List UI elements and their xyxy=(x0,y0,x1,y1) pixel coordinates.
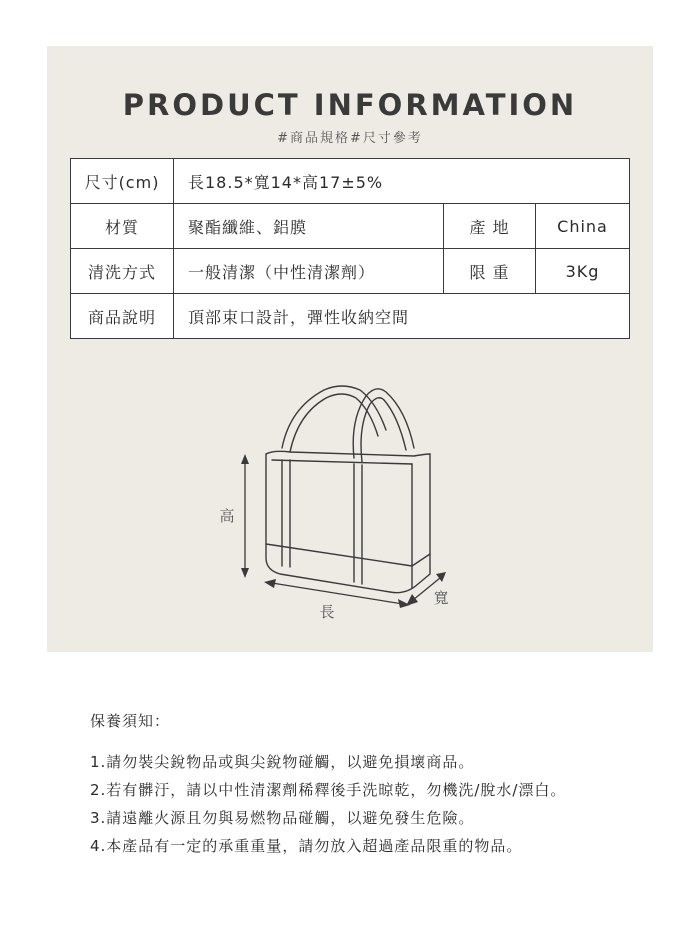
care-item: 3.請遠離火源且勿與易燃物品碰觸，以避免發生危險。 xyxy=(90,809,475,827)
desc-label: 商品說明 xyxy=(71,294,174,339)
width-arrow-head-left xyxy=(406,594,418,606)
bag-dimension-diagram xyxy=(200,370,470,630)
origin-label: 產 地 xyxy=(444,204,536,249)
bag-top-seam xyxy=(272,460,412,464)
load-value: 3Kg xyxy=(536,249,630,294)
care-item: 1.請勿裝尖銳物品或與尖銳物碰觸，以避免損壞商品。 xyxy=(90,753,475,771)
spec-row-size xyxy=(71,159,630,204)
spec-row-wash xyxy=(71,249,630,294)
height-arrow-head-bottom xyxy=(241,568,249,578)
tote-bag-illustration xyxy=(266,386,430,593)
care-instructions xyxy=(90,710,566,860)
length-label: 長 xyxy=(319,603,335,621)
height-arrow-head-top xyxy=(241,454,249,464)
page-subtitle: #商品規格#尺寸參考 xyxy=(277,131,423,146)
length-arrow-head-left xyxy=(264,579,276,588)
spec-row-desc xyxy=(71,294,630,339)
material-value: 聚酯纖維、鋁膜 xyxy=(174,204,444,249)
care-title: 保養須知： xyxy=(90,712,171,730)
desc-value: 頂部束口設計，彈性收納空間 xyxy=(174,294,630,339)
wash-value: 一般清潔（中性清潔劑） xyxy=(174,249,444,294)
material-label: 材質 xyxy=(71,204,174,249)
origin-value: China xyxy=(536,204,630,249)
care-item: 2.若有髒汙，請以中性清潔劑稀釋後手洗晾乾，勿機洗/脫水/漂白。 xyxy=(90,781,567,799)
size-label: 尺寸(cm) xyxy=(71,159,174,204)
height-label: 高 xyxy=(219,507,235,525)
size-value: 長18.5*寬14*高17±5% xyxy=(174,159,630,204)
spec-table xyxy=(70,158,630,339)
width-label: 寬 xyxy=(433,589,449,607)
spec-row-material xyxy=(71,204,630,249)
wash-label: 清洗方式 xyxy=(71,249,174,294)
page-title: PRODUCT INFORMATION xyxy=(122,88,578,122)
care-item: 4.本產品有一定的承重重量，請勿放入超過產品限重的物品。 xyxy=(90,837,523,855)
left-handle-inner xyxy=(290,394,378,452)
bag-top-edge xyxy=(266,451,430,456)
length-arrow-line xyxy=(272,583,403,604)
load-label: 限 重 xyxy=(444,249,536,294)
